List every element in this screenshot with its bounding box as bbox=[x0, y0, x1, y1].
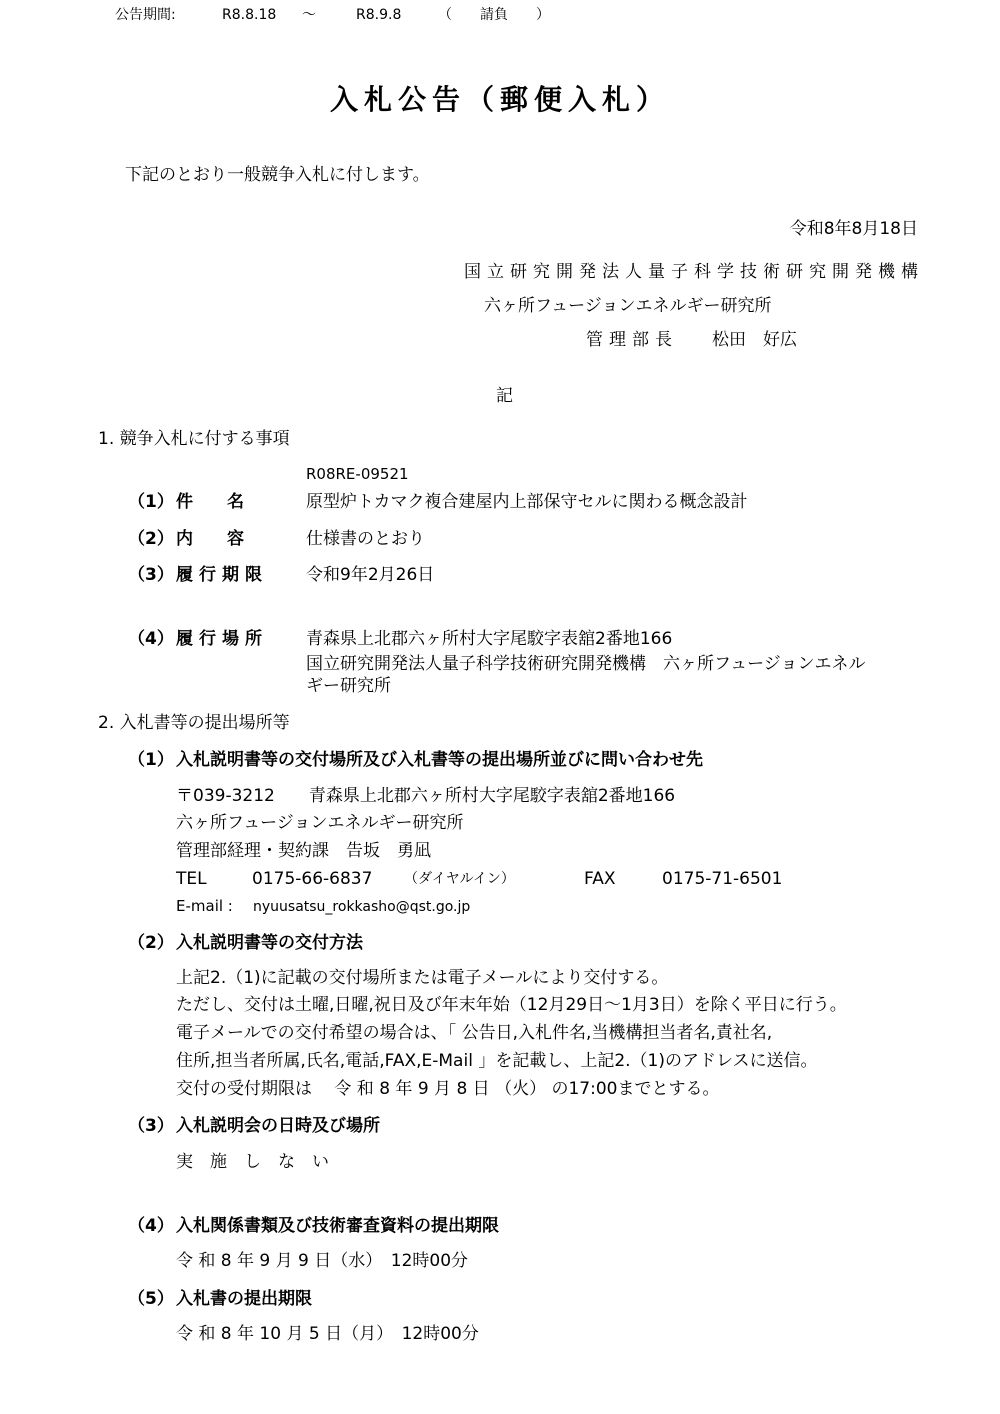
s2-dept: 管理部経理・契約課 告坂 勇凪 bbox=[176, 841, 431, 861]
period-start: R8.8.18 bbox=[222, 7, 277, 23]
contract-type: （ 請負 ） bbox=[438, 7, 550, 23]
notice-date: 令和8年8月18日 bbox=[789, 219, 918, 239]
s2-address: 〒039-3212 青森県上北郡六ヶ所村大字尾駮字表舘2番地166 bbox=[176, 786, 676, 806]
issuer-name: 松田 好広 bbox=[712, 330, 797, 350]
s2-sub1-title: 入札説明書等の交付場所及び入札書等の提出場所並びに問い合わせ先 bbox=[176, 750, 703, 770]
tel-note: （ダイヤルイン） bbox=[404, 871, 515, 887]
s2-sub2-line4: 住所,担当者所属,氏名,電話,FAX,E-Mail 」を記載し、上記2.（1)のアドレスに送信。 bbox=[176, 1051, 818, 1071]
s1-item3-value: 令和9年2月26日 bbox=[306, 565, 435, 585]
issuer-position: 管理部長 bbox=[586, 330, 678, 350]
period-separator: ～ bbox=[302, 7, 316, 23]
s2-sub3-title: 入札説明会の日時及び場所 bbox=[176, 1116, 380, 1136]
email-label: E-mail : bbox=[176, 897, 233, 915]
s2-sub2-line5: 交付の受付期限は 令 和 8 年 9 月 8 日 （火） の17:00までとする。 bbox=[176, 1079, 720, 1099]
tel-number: 0175-66-6837 bbox=[252, 869, 373, 889]
email-address[interactable]: nyuusatsu_rokkasho@qst.go.jp bbox=[253, 899, 471, 915]
s1-item4-value2: 国立研究開発法人量子科学技術研究開発機構 六ヶ所フュージョンエネル bbox=[306, 654, 866, 674]
issuer-org: 国立研究開発法人量子科学技術研究開発機構 bbox=[464, 262, 924, 282]
tel-label: TEL bbox=[176, 869, 207, 889]
s2-sub5-value: 令 和 8 年 10 月 5 日（月） 12時00分 bbox=[176, 1324, 479, 1344]
s2-sub4-value: 令 和 8 年 9 月 9 日（水） 12時00分 bbox=[176, 1251, 469, 1271]
s1-item4-label: 履行場所 bbox=[176, 629, 268, 649]
s2-sub5-no: （5） bbox=[128, 1289, 174, 1309]
intro-text: 下記のとおり一般競争入札に付します。 bbox=[125, 165, 430, 185]
s1-item2-no: （2） bbox=[128, 529, 174, 549]
s2-sub2-line1: 上記2.（1)に記載の交付場所または電子メールにより交付する。 bbox=[176, 968, 669, 988]
s2-sub2-title: 入札説明書等の交付方法 bbox=[176, 933, 363, 953]
s2-sub4-no: （4） bbox=[128, 1216, 174, 1236]
s1-item4-value3: ギー研究所 bbox=[306, 676, 391, 696]
s1-item1-label: 件 名 bbox=[176, 492, 244, 512]
period-end: R8.9.8 bbox=[356, 7, 402, 23]
s2-sub3-value: 実 施 し な い bbox=[176, 1152, 329, 1172]
period-label: 公告期間: bbox=[115, 7, 176, 23]
s2-institute: 六ヶ所フュージョンエネルギー研究所 bbox=[176, 813, 464, 833]
s1-item3-no: （3） bbox=[128, 565, 174, 585]
section2-heading: 2. 入札書等の提出場所等 bbox=[98, 713, 290, 733]
s2-sub2-no: （2） bbox=[128, 933, 174, 953]
s1-item2-value: 仕様書のとおり bbox=[306, 529, 425, 549]
fax-label: FAX bbox=[584, 869, 616, 889]
s2-sub5-title: 入札書の提出期限 bbox=[176, 1289, 312, 1309]
issuer-institute: 六ヶ所フュージョンエネルギー研究所 bbox=[484, 296, 772, 316]
s2-sub1-no: （1） bbox=[128, 750, 174, 770]
s1-item3-label: 履行期限 bbox=[176, 565, 268, 585]
case-number: R08RE-09521 bbox=[306, 465, 409, 483]
fax-number: 0175-71-6501 bbox=[662, 869, 783, 889]
s2-sub2-line2: ただし、交付は土曜,日曜,祝日及び年末年始（12月29日～1月3日）を除く平日に行う。 bbox=[176, 995, 847, 1015]
s2-sub3-no: （3） bbox=[128, 1116, 174, 1136]
s1-item2-label: 内 容 bbox=[176, 529, 244, 549]
s1-item1-no: （1） bbox=[128, 492, 174, 512]
s2-sub4-title: 入札関係書類及び技術審査資料の提出期限 bbox=[176, 1216, 499, 1236]
page-title: 入札公告（郵便入札） bbox=[329, 83, 670, 116]
ki-mark: 記 bbox=[496, 386, 513, 406]
s2-sub2-line3: 電子メールでの交付希望の場合は、「 公告日,入札件名,当機構担当者名,責社名, bbox=[176, 1023, 773, 1043]
section1-heading: 1. 競争入札に付する事項 bbox=[98, 429, 290, 449]
s1-item4-no: （4） bbox=[128, 629, 174, 649]
s1-item1-value: 原型炉トカマク複合建屋内上部保守セルに関わる概念設計 bbox=[306, 492, 748, 512]
s1-item4-value: 青森県上北郡六ヶ所村大字尾駮字表舘2番地166 bbox=[306, 629, 673, 649]
